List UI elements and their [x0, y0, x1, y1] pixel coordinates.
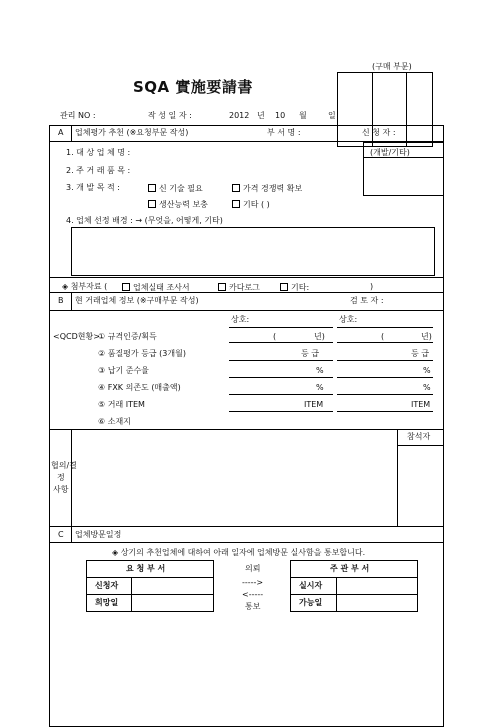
month-unit: 월: [299, 111, 307, 120]
company-2-cert-box[interactable]: [337, 327, 433, 343]
approval-label: (구매 부문): [372, 62, 412, 71]
dependency-unit: %: [316, 383, 324, 392]
applicant-label: 신 청 자 :: [362, 128, 396, 137]
cert-year-unit: 년): [421, 332, 432, 341]
item-unit: ITEM: [411, 400, 431, 409]
main-item-label: 2. 주 거 래 품 목 :: [66, 166, 131, 175]
host-row-line: [290, 577, 418, 578]
dev-other-divider: [363, 157, 444, 158]
purpose-price[interactable]: 가격 경쟁력 확보: [232, 184, 302, 193]
checkbox-icon[interactable]: [218, 283, 226, 291]
company-1-grade-line: [229, 360, 333, 361]
request-applicant-label: 신청자: [95, 581, 119, 590]
attachments-top: [49, 277, 444, 278]
section-c-heading: 업체방문일정: [75, 530, 122, 539]
month-value: 10: [275, 111, 286, 120]
section-a-letter-divider: [71, 125, 72, 141]
ontime-unit: %: [423, 366, 431, 375]
section-a-letter: A: [58, 128, 64, 137]
attachments-close: ): [370, 282, 374, 291]
section-c-bottom: [49, 542, 444, 543]
target-company-label: 1. 대 상 업 체 명 :: [66, 148, 131, 157]
written-date-label: 작 성 일 자 :: [148, 111, 192, 120]
company-1-item-line: [229, 411, 333, 412]
item-unit: ITEM: [304, 400, 324, 409]
ontime-unit: %: [316, 366, 324, 375]
section-a-heading: 업체평가 추천 (※요청부문 작성): [75, 128, 189, 137]
request-row-line: [86, 577, 214, 578]
host-row-line: [290, 594, 418, 595]
section-c-letter: C: [58, 530, 64, 539]
purpose-capacity[interactable]: 생산능력 보충: [148, 200, 208, 209]
company-label-1: 상호:: [231, 315, 250, 324]
section-b-letter-divider: [71, 292, 72, 310]
consult-label-line-3: 사항: [53, 485, 69, 494]
company-2-grade-line: [337, 360, 433, 361]
attachment-survey[interactable]: 업체실태 조사서: [122, 283, 190, 292]
year-unit: 년: [257, 111, 265, 120]
consult-label-divider: [71, 429, 72, 526]
attendees-label: 참석자: [407, 432, 431, 441]
qcd-row-label: ② 품질평가 등급 (3개월): [98, 349, 186, 358]
request-date-label: 희망일: [95, 598, 119, 607]
dev-other-label: (개발/기타): [370, 148, 410, 157]
dept-name-label: 부 서 명 :: [267, 128, 301, 137]
checkbox-icon[interactable]: [148, 200, 156, 208]
company-2-item-line: [337, 411, 433, 412]
selection-background-box[interactable]: [71, 227, 435, 276]
grade-unit: 등 급: [411, 349, 429, 358]
checkbox-icon[interactable]: [232, 200, 240, 208]
purpose-other[interactable]: 기타 ( ): [232, 200, 270, 209]
purpose-label: 3. 개 발 목 적 :: [66, 183, 120, 192]
cert-open-paren: (: [273, 332, 277, 341]
qcd-row-label: ③ 납기 준수율: [98, 366, 149, 375]
checkbox-icon[interactable]: [232, 184, 240, 192]
arrow-left: <-----: [242, 590, 264, 599]
company-1-dependency-line: [229, 394, 333, 395]
checkbox-icon[interactable]: [280, 283, 288, 291]
selection-background-label: 4. 업체 선정 배경 : → (무엇을, 어떻게, 기타): [66, 216, 223, 225]
section-c-letter-divider: [71, 526, 72, 542]
qcd-row-label: ⑤ 거래 ITEM: [98, 400, 145, 409]
consult-label-line-2: 정: [57, 473, 65, 482]
request-row-line: [86, 594, 214, 595]
qcd-label: <QCD현황>: [53, 332, 100, 341]
checkbox-icon[interactable]: [122, 283, 130, 291]
attendees-divider: [397, 429, 398, 526]
request-label: 의뢰: [245, 564, 261, 573]
visit-notice: ◈ 상기의 추천업체에 대하여 아래 일자에 업체방문 실사함을 통보합니다.: [112, 548, 366, 557]
section-b-heading: 현 거래업체 정보 (※구매부문 작성): [75, 296, 199, 305]
cert-year-unit: 년): [314, 332, 325, 341]
document-title: SQA 實施要請書: [133, 78, 253, 96]
consult-top: [49, 429, 444, 430]
company-2-dependency-line: [337, 394, 433, 395]
company-2-ontime-line: [337, 377, 433, 378]
host-dept-header: 주 관 부 서: [330, 564, 370, 573]
section-c-top: [49, 526, 444, 527]
host-inspector-label: 실시자: [299, 581, 323, 590]
notify-label: 통보: [245, 602, 261, 611]
host-col-line: [336, 577, 337, 612]
qcd-row-label: ④ FXK 의존도 (매출액): [98, 383, 181, 392]
grade-unit: 등 급: [301, 349, 319, 358]
company-label-2: 상호:: [339, 315, 358, 324]
purpose-new-tech[interactable]: 신 기술 필요: [148, 184, 203, 193]
checkbox-icon[interactable]: [148, 184, 156, 192]
mgmt-no-label: 관리 NO :: [60, 111, 96, 120]
attachments-label: ◈ 첨부자료 (: [62, 282, 108, 291]
qcd-row-label: ⑥ 소재지: [98, 417, 131, 426]
attachment-other[interactable]: 기타:: [280, 283, 309, 292]
company-1-ontime-line: [229, 377, 333, 378]
section-b-bottom: [49, 310, 444, 311]
request-dept-header: 요 청 부 서: [126, 564, 166, 573]
day-unit: 일: [328, 111, 336, 120]
attendees-header-line: [397, 445, 444, 446]
cert-open-paren: (: [381, 332, 385, 341]
consult-label-line-1: 협의/결: [51, 461, 77, 470]
section-b-letter: B: [58, 296, 64, 305]
dependency-unit: %: [423, 383, 431, 392]
qcd-row-label: ① 규격인증/획득: [98, 332, 157, 341]
year-value: 2012: [229, 111, 250, 120]
host-date-label: 가능일: [299, 598, 323, 607]
section-b-top: [49, 292, 444, 293]
reviewer-label: 검 토 자 :: [350, 296, 384, 305]
request-col-line: [131, 577, 132, 612]
arrow-right: ----->: [242, 578, 264, 587]
attachment-catalog[interactable]: 카다로그: [218, 283, 260, 292]
